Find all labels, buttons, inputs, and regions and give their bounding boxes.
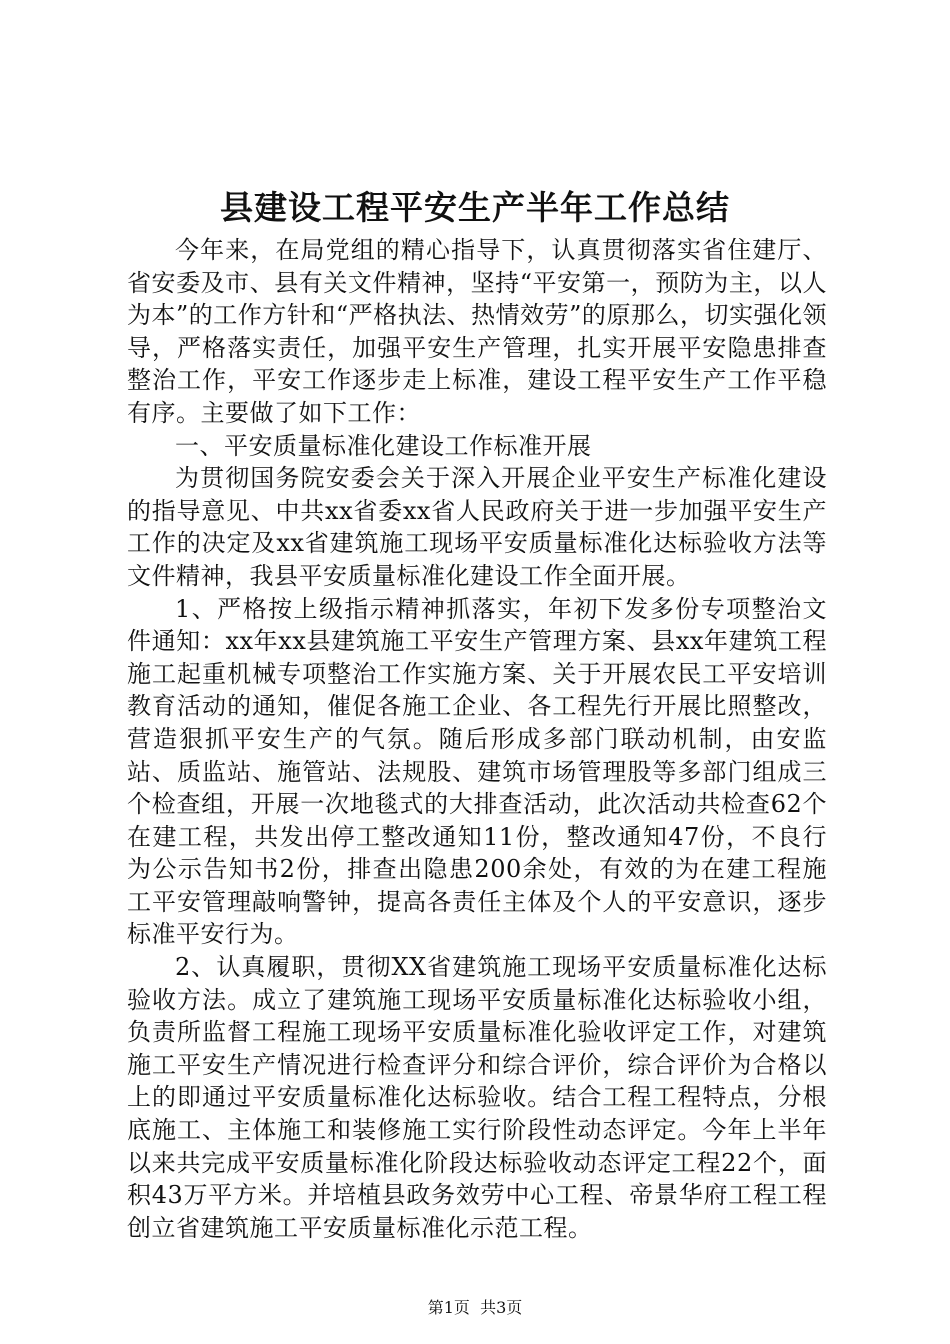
section-heading-1: 一、平安质量标准化建设工作标准开展 [175, 431, 592, 460]
paragraph-intro: 今年来，在局党组的精心指导下，认真贯彻落实省住建厅、省安委及市、县有关文件精神，坚持“平安第一，预防为主，以人为本”的工作方针和“严格执法、热情效劳”的原那么，切实强化领导，严格落实责任，加强平安生产管理，扎实开展平安隐患排查整治工作，平安工作逐步走上标准，建设工程平安生产工作平稳有序。主要做了如下工作： [127, 236, 827, 427]
page-total: 共3页 [480, 1298, 523, 1317]
page-number: 第1页 [427, 1298, 470, 1317]
document-body [127, 234, 827, 1244]
paragraph-section-1: 为贯彻国务院安委会关于深入开展企业平安生产标准化建设的指导意见、中共xx省委xx省人民政府关于进一步加强平安生产工作的决定及xx省建筑施工现场平安质量标准化达标验收方法等文件精神，我县平安质量标准化建设工作全面开展。 [127, 464, 827, 590]
paragraph-item-2: 2、认真履职，贯彻XX省建筑施工现场平安质量标准化达标验收方法。成立了建筑施工现场平安质量标准化达标验收小组，负责所监督工程施工现场平安质量标准化验收评定工作，对建筑施工平安生产情况进行检查评分和综合评价，综合评价为合格以上的即通过平安质量标准化达标验收。结合工程工程特点，分根底施工、主体施工和装修施工实行阶段性动态评定。今年上半年以来共完成平安质量标准化阶段达标验收动态评定工程22个，面积43万平方米。并培植县政务效劳中心工程、帝景华府工程工程创立省建筑施工平安质量标准化示范工程。 [127, 953, 827, 1242]
paragraph-item-1: 1、严格按上级指示精神抓落实，年初下发多份专项整治文件通知：xx年xx县建筑施工平安生产管理方案、县xx年建筑工程施工起重机械专项整治工作实施方案、关于开展农民工平安培训教育活动的通知，催促各施工企业、各工程先行开展比照整改，营造狠抓平安生产的气氛。随后形成多部门联动机制，由安监站、质监站、施管站、法规股、建筑市场管理股等多部门组成三个检查组，开展一次地毯式的大排查活动，此次活动共检查62个在建工程，共发出停工整改通知11份，整改通知47份，不良行为公示告知书2份，排查出隐患200余处，有效的为在建工程施工平安管理敲响警钟，提高各责任主体及个人的平安意识，逐步标准平安行为。 [127, 594, 827, 949]
page-footer [0, 1296, 950, 1320]
document-title: 县建设工程平安生产半年工作总结 [220, 188, 730, 227]
